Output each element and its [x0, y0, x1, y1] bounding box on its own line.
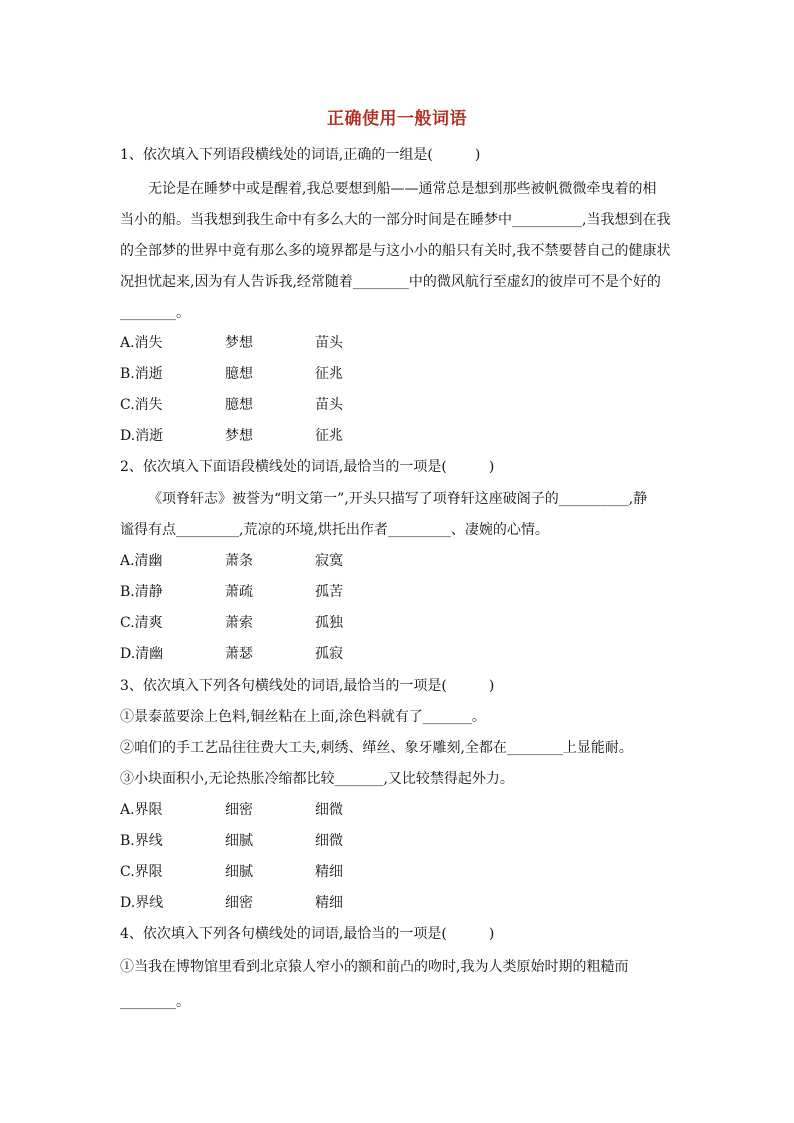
option-word: 梦想: [225, 335, 253, 351]
option-label: A.界限: [120, 802, 163, 818]
option-word: 征兆: [315, 428, 343, 444]
option-word: 苗头: [315, 397, 343, 413]
question-4-stem: 4、依次填入下列各句横线处的词语,最恰当的一项是( ): [120, 926, 495, 942]
question-2-stem: 2、依次填入下面语段横线处的词语,最恰当的一项是( ): [120, 459, 495, 475]
option-label: B.界线: [120, 833, 163, 849]
option-label: D.消逝: [120, 428, 164, 444]
option-word: 萧疏: [225, 584, 253, 600]
option-word: 孤寂: [315, 646, 343, 662]
option-label: D.界线: [120, 895, 164, 911]
option-word: 细微: [315, 802, 343, 818]
q2-passage-line: 谧得有点_________,荒凉的环境,烘托出作者_________、凄婉的心情。: [120, 522, 549, 538]
q1-passage-line: 的全部梦的世界中竟有那么多的境界都是与这小小的船只有关时,我不禁要替自己的健康状: [120, 243, 671, 259]
option-label: A.消失: [120, 335, 163, 351]
option-word: 苗头: [315, 335, 343, 351]
option-word: 征兆: [315, 366, 343, 382]
question-1-stem: 1、依次填入下列语段横线处的词语,正确的一组是( ): [120, 147, 481, 163]
question-3-stem: 3、依次填入下列各句横线处的词语,最恰当的一项是( ): [120, 678, 495, 694]
option-word: 寂寞: [315, 553, 343, 569]
q3-sentence: ③小块面积小,无论热胀冷缩都比较_______,又比较禁得起外力。: [120, 771, 514, 787]
option-word: 梦想: [225, 428, 253, 444]
page-title: 正确使用一般词语: [327, 109, 467, 129]
option-word: 萧条: [225, 553, 253, 569]
q3-sentence: ①景泰蓝要涂上色料,铜丝粘在上面,涂色料就有了_______。: [120, 709, 486, 725]
q4-sentence: ________。: [120, 994, 190, 1010]
q4-sentence: ①当我在博物馆里看到北京猿人窄小的额和前凸的吻时,我为人类原始时期的粗糙而: [120, 959, 629, 975]
option-label: C.清爽: [120, 615, 163, 631]
q1-passage-line: 当小的船。当我想到我生命中有多么大的一部分时间是在睡梦中__________,当我想到在我: [120, 212, 671, 228]
option-label: B.清静: [120, 584, 163, 600]
q3-sentence: ②咱们的手工艺品往往费大工夫,刺绣、缂丝、象牙雕刻,全都在________上显能耐。: [120, 740, 633, 756]
option-label: C.消失: [120, 397, 163, 413]
option-word: 细密: [225, 895, 253, 911]
option-word: 精细: [315, 864, 343, 880]
option-word: 臆想: [225, 397, 253, 413]
q1-passage-line: ________。: [120, 305, 190, 321]
option-word: 细密: [225, 802, 253, 818]
option-label: B.消逝: [120, 366, 163, 382]
option-word: 孤独: [315, 615, 343, 631]
option-word: 精细: [315, 895, 343, 911]
option-word: 萧瑟: [225, 646, 253, 662]
q2-passage-line: 《项脊轩志》被誉为“明文第一”,开头只描写了项脊轩这座破阁子的__________,静: [148, 491, 648, 507]
option-word: 细腻: [225, 864, 253, 880]
option-label: A.清幽: [120, 553, 163, 569]
option-label: D.清幽: [120, 646, 164, 662]
option-word: 萧索: [225, 615, 253, 631]
option-word: 孤苦: [315, 584, 343, 600]
q1-passage-line: 况担忧起来,因为有人告诉我,经常随着________中的微风航行至虚幻的彼岸可不是个好的: [120, 274, 661, 290]
option-word: 细腻: [225, 833, 253, 849]
q1-passage-line: 无论是在睡梦中或是醒着,我总要想到船——通常总是想到那些被帆微微牵曳着的相: [148, 181, 657, 197]
option-label: C.界限: [120, 864, 163, 880]
option-word: 臆想: [225, 366, 253, 382]
option-word: 细微: [315, 833, 343, 849]
